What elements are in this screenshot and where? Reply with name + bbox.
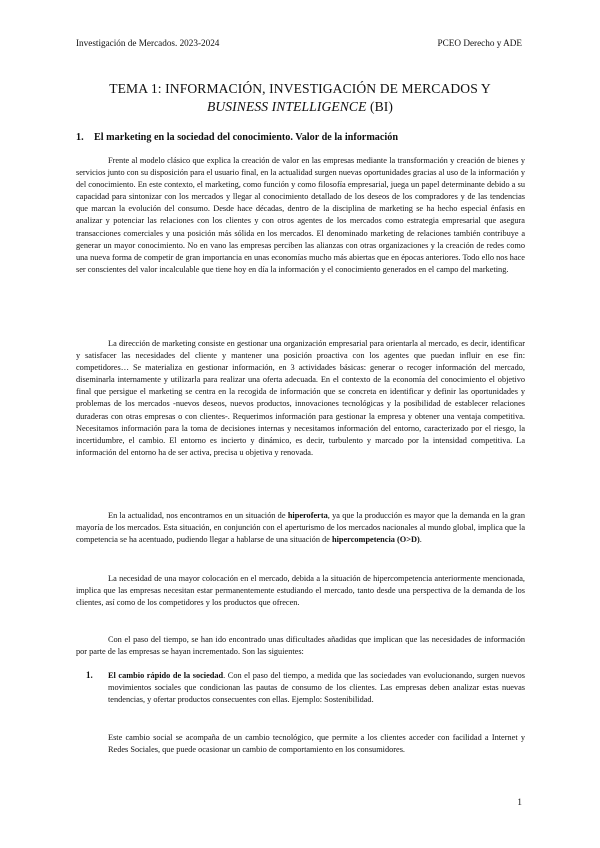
title-line-1: TEMA 1: INFORMACIÓN, INVESTIGACIÓN DE MERCADOS Y (109, 81, 491, 96)
paragraph-5: Con el paso del tiempo, se han ido encontrado unas dificultades añadidas que implican que las necesidades de información por parte de las empresas se hayan incrementado. Son las siguientes: (76, 635, 525, 657)
list-item-number: 1. (86, 670, 93, 680)
section-number: 1. (76, 132, 84, 143)
document-title (70, 80, 530, 116)
title-italic-part: BUSINESS INTELLIGENCE (206, 99, 367, 114)
p3-text-c: , ya que la producción es mayor que la demanda en la gran mayoría de los mercados. Esta situación, en conjunción con el aperturismo de los mercados nacionales al mundo global, implica que la competencia se ha acentuado, pudiendo llegar a hablarse de una situación de (76, 511, 525, 545)
list-item-1-text: . Con el paso del tiempo, a medida que las sociedades van evolucionando, surgen nuevos movimientos sociales que condicionan las pautas de consumo de los clientes. Las empresas deben analizar estas nuevas tendencias, y ofertar productos consecuentes con ellas. Ejemplo: Sostenibilidad. (108, 671, 525, 705)
paragraph-4: La necesidad de una mayor colocación en el mercado, debida a la situación de hipercompetencia anteriormente mencionada, implica que las empresas necesitan estar permanentemente estudiando el mercado, tanto desde una perspectiva de la demanda de los clientes, así como de los competidores y los productos que ofrecen. (76, 574, 525, 608)
title-rest: (BI) (366, 99, 394, 114)
p3-bold-hipercompetencia: hipercompetencia (O>D) (331, 535, 420, 545)
title-line-2 (70, 98, 530, 116)
list-item-1-heading: El cambio rápido de la sociedad (108, 671, 224, 680)
list-item-1 (108, 670, 525, 706)
paragraph-3 (76, 510, 525, 546)
page-number: 1 (517, 798, 522, 808)
paragraph-1: Frente al modelo clásico que explica la creación de valor en las empresas mediante la transformación y creación de bienes y servicios junto con su disposición para el usuario final, en la actualidad surgen nuevas oportunidades gracias al uso de la información y del conocimiento. En este contexto, el marketing, como función y como filosofía empresarial, juega un papel determinante debido a su capacidad para sintonizar con los mercados y llegar al conocimiento detallado de los deseos de los compradores y de las tendencias que marcan la evolución del consumo. Desde hace décadas, dentro de la disciplina de marketing se ha hecho especial énfasis en analizar y potenciar las relaciones con los clientes y con otros agentes de los mercados como estrategia empresarial que asegura transacciones comerciales y una posición más sólida en los mercados. El denominado marketing de relaciones también contribuye a generar un mayor conocimiento. No en vano las empresas perciben las alianzas con otras organizaciones y la creación de redes como una nueva forma de competir de gran importancia en unas economías mucho más abiertas que en épocas anteriores. Todo ello nos hace ser conscientes del valor incalculable que tiene hoy en día la información y el conocimiento generados en el campo del marketing. (76, 156, 525, 274)
p3-bold-hiperoferta: hiperoferta (287, 511, 328, 520)
running-header-course: Investigación de Mercados. 2023-2024 (76, 38, 220, 48)
section-title: El marketing en la sociedad del conocimiento. Valor de la información (94, 132, 399, 143)
list-item-1-paragraph-2: Este cambio social se acompaña de un cambio tecnológico, que permite a los clientes acceder con facilidad a Internet y Redes Sociales, que puede ocasionar un cambio de comportamiento en los consumidores. (108, 733, 525, 755)
p3-text-a: En la actualidad, nos encontramos en un situación de (108, 511, 288, 520)
running-header-degree: PCEO Derecho y ADE (437, 38, 522, 48)
section-heading (76, 132, 398, 143)
p3-text-e: . (419, 535, 422, 545)
paragraph-2: La dirección de marketing consiste en gestionar una organización empresarial para orientarla al mercado, es decir, identificar y satisfacer las necesidades del cliente y mantener una posición proactiva con los agentes que puedan influir en ese fin: competidores… Se materializa en gestionar información, en 3 actividades básicas: generar o recoger información del mercado, diseminarla internamente y utilizarla para realizar una oferta adecuada. En el contexto de la economía del conocimiento el objetivo final que persigue el marketing se centra en la recogida de información que se concreta en identificar y definir las oportunidades y problemas de los mercados -nuevos deseos, nuevos productos, innovaciones tecnológicas y la posibilidad de establecer relaciones duraderas con otras empresas o con clientes-. Requerimos información para gestionar la empresa y obtener una ventaja competitiva. Necesitamos información para la toma de decisiones internas y necesitamos información del entorno, caracterizado por el riesgo, la incertidumbre, el cambio. El entorno es incierto y dinámico, es decir, turbulento y marcado por la intensidad competitiva. La información del entorno ha de ser activa, precisa u objetiva y renovada. (76, 339, 525, 457)
